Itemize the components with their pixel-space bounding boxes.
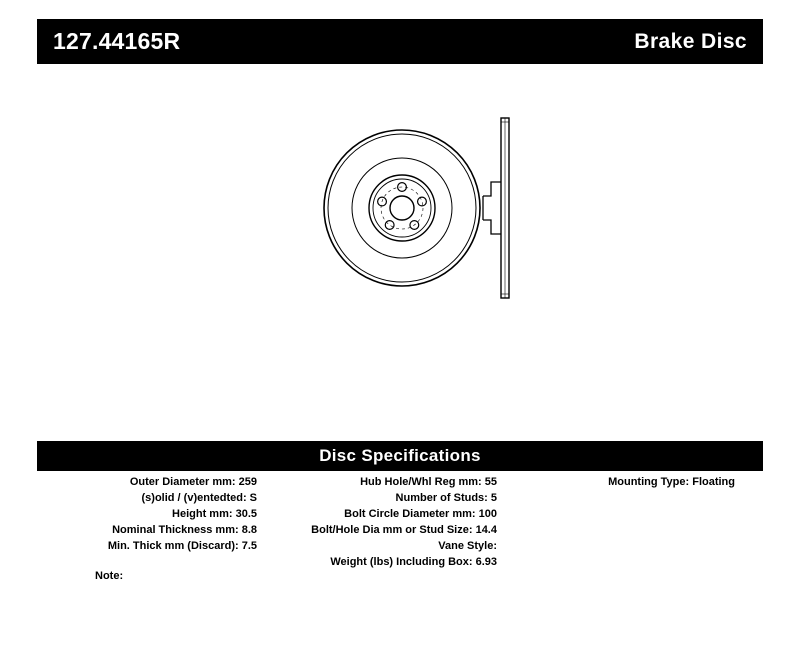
spec-item: Outer Diameter mm: 259 (129, 476, 257, 488)
spec-item: (s)olid / (v)entedted: S (141, 492, 257, 504)
spec-item: Vane Style: (438, 540, 497, 552)
specs-body (37, 474, 763, 584)
spec-item: Bolt Circle Diameter mm: 100 (344, 508, 497, 520)
specs-column-left (37, 474, 257, 554)
spec-item: Bolt/Hole Dia mm or Stud Size: 14.4 (311, 524, 497, 536)
spec-item: Hub Hole/Whl Reg mm: 55 (360, 476, 497, 488)
spec-item: Nominal Thickness mm: 8.8 (112, 524, 257, 536)
specs-column-right (507, 474, 763, 490)
disc-specifications-bar (37, 441, 763, 471)
spec-item: Min. Thick mm (Discard): 7.5 (107, 540, 257, 552)
rotor-section-view (477, 108, 547, 313)
product-type-label: Brake Disc (634, 30, 747, 53)
specs-column-middle (267, 474, 497, 570)
spec-item: Mounting Type: Floating (608, 476, 735, 488)
spec-item: Weight (lbs) Including Box: 6.93 (330, 556, 497, 568)
rotor-face-view (302, 108, 502, 313)
part-number: 127.44165R (53, 28, 181, 54)
specs-title: Disc Specifications (319, 446, 481, 465)
spec-item: Height mm: 30.5 (172, 508, 257, 520)
note-label: Note: (95, 570, 124, 582)
header-bar (37, 19, 763, 64)
technical-drawing (37, 80, 763, 420)
note-row (37, 570, 763, 582)
spec-item: Number of Studs: 5 (395, 492, 497, 504)
